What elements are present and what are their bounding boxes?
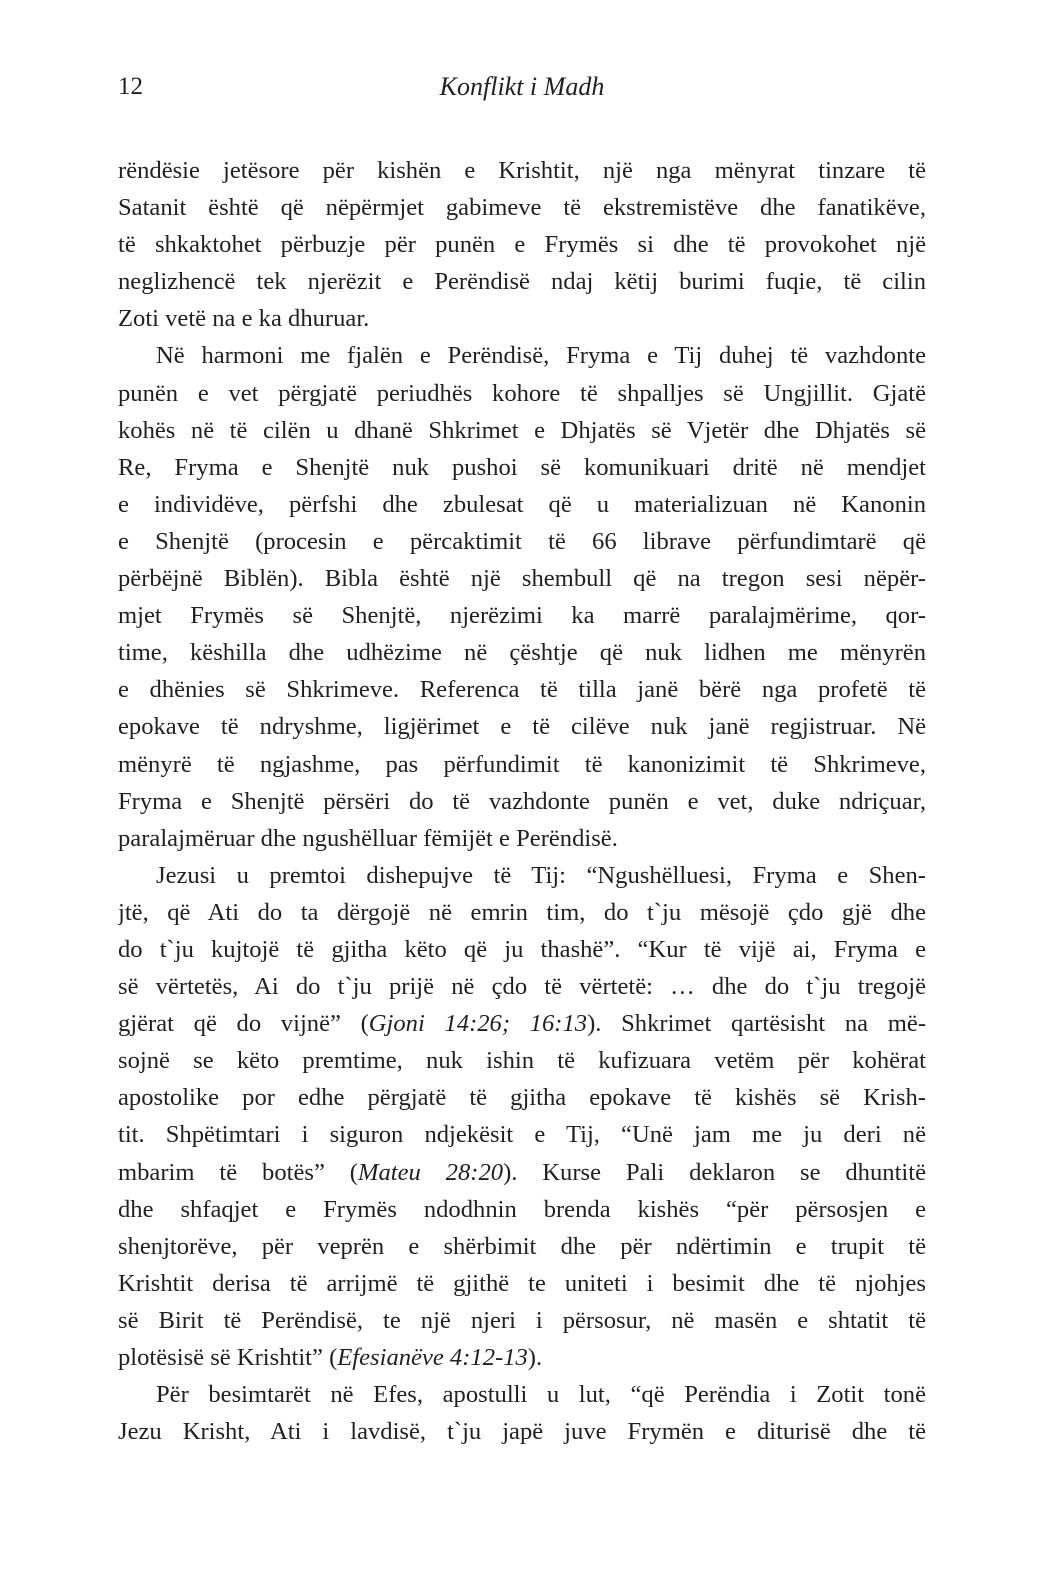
text-line: Krishtit derisa të arrijmë të gjithë te uniteti i besimit dhe të njohjes (118, 1269, 926, 1297)
text-line: gjërat që do vijnë” (Gjoni 14:26; 16:13). Shkrimet qartësisht na më- (118, 1010, 926, 1038)
text-line: Satanit është që nëpërmjet gabimeve të ekstremistëve dhe fanatikëve, (118, 194, 926, 222)
paragraph (118, 1376, 926, 1450)
text-line: neglizhencë tek njerëzit e Perëndisë ndaj këtij burimi fuqie, të cilin (118, 268, 926, 296)
text-line: Re, Fryma e Shenjtë nuk pushoi së komunikuari dritë në mendjet (118, 453, 926, 481)
text-line: apostolike por edhe përgjatë të gjitha epokave të kishës së Krish- (118, 1084, 926, 1112)
text-line: së Birit të Perëndisë, te një njeri i përsosur, në masën e shtatit të (118, 1306, 926, 1334)
text-line: tit. Shpëtimtari i siguron ndjekësit e Tij, “Unë jam me ju deri në (118, 1121, 926, 1149)
text-line: do t`ju kujtojë të gjitha këto që ju thashë”. “Kur të vijë ai, Fryma e (118, 935, 926, 963)
paragraph (118, 152, 926, 337)
text-line: e individëve, përfshi dhe zbulesat që u materializuan në Kanonin (118, 490, 926, 518)
text-line: punën e vet përgjatë periudhës kohore të shpalljes së Ungjillit. Gjatë (118, 379, 926, 407)
text-line: përbëjnë Biblën). Bibla është një shembull që na tregon sesi nëpër- (118, 565, 926, 593)
text-line: plotësisë së Krishtit” (Efesianëve 4:12-13). (118, 1344, 543, 1371)
page-number: 12 (118, 73, 143, 100)
text-line: paralajmëruar dhe ngushëlluar fëmijët e Perëndisë. (118, 824, 618, 852)
text-line: mbarim të botës” (Mateu 28:20). Kurse Pali deklaron se dhuntitë (118, 1158, 926, 1186)
text-line: Për besimtarët në Efes, apostulli u lut, “që Perëndia i Zotit tonë (156, 1381, 926, 1409)
text-line: mjet Frymës së Shenjtë, njerëzimi ka marrë paralajmërime, qor- (118, 602, 926, 630)
text-line: e Shenjtë (procesin e përcaktimit të 66 librave përfundimtarë që (118, 527, 926, 555)
text-line: të shkaktohet përbuzje për punën e Frymës si dhe të provokohet një (118, 231, 926, 259)
text-line: dhe shfaqjet e Frymës ndodhnin brenda kishës “për përsosjen e (118, 1195, 926, 1223)
scripture-reference: Gjoni 14:26; 16:13 (368, 1010, 588, 1038)
paragraph (118, 337, 926, 856)
text-line: Në harmoni me fjalën e Perëndisë, Fryma e Tij duhej të vazhdonte (156, 342, 926, 370)
text-line: mënyrë të ngjashme, pas përfundimit të kanonizimit të Shkrimeve, (118, 750, 926, 778)
text-line: Zoti vetë na e ka dhuruar. (118, 305, 370, 333)
text-line: kohës në të cilën u dhanë Shkrimet e Dhjatës së Vjetër dhe Dhjatës së (118, 416, 926, 444)
text-line: sojnë se këto premtime, nuk ishin të kufizuara vetëm për kohërat (118, 1047, 926, 1075)
body-text (118, 152, 926, 1450)
scripture-reference: Efesianëve 4:12-13 (337, 1344, 528, 1371)
text-line: Jezusi u premtoi dishepujve të Tij: “Ngushëlluesi, Fryma e Shen- (156, 861, 926, 889)
text-line: epokave të ndryshme, ligjërimet e të cilëve nuk janë regjistruar. Në (118, 713, 926, 741)
text-line: time, këshilla dhe udhëzime në çështje që nuk lidhen me mënyrën (118, 639, 926, 667)
running-header (118, 70, 926, 110)
text-line: Jezu Krisht, Ati i lavdisë, t`ju japë juve Frymën e diturisë dhe të (118, 1418, 926, 1446)
text-line: së vërtetës, Ai do t`ju prijë në çdo të vërtetë: … dhe do t`ju tregojë (118, 973, 926, 1001)
paragraph (118, 857, 926, 1376)
scripture-reference: Mateu 28:20 (357, 1158, 504, 1186)
text-line: shenjtorëve, për veprën e shërbimit dhe për ndërtimin e trupit të (118, 1232, 926, 1260)
running-title: Konflikt i Madh (439, 72, 605, 101)
text-line: rëndësie jetësore për kishën e Krishtit, një nga mënyrat tinzare të (118, 157, 926, 184)
text-line: jtë, që Ati do ta dërgojë në emrin tim, do t`ju mësojë çdo gjë dhe (118, 898, 926, 926)
text-line: Fryma e Shenjtë përsëri do të vazhdonte punën e vet, duke ndriçuar, (118, 787, 926, 815)
text-line: e dhënies së Shkrimeve. Referenca të tilla janë bërë nga profetë të (118, 676, 926, 704)
